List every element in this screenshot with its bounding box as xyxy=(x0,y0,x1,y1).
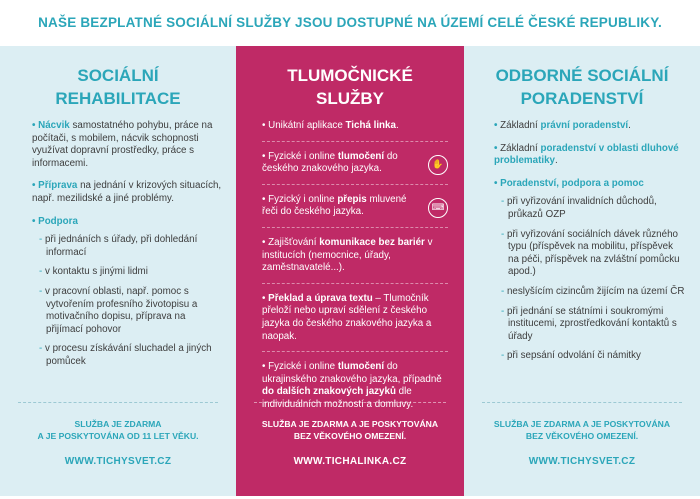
website-link[interactable]: WWW.TICHYSVET.CZ xyxy=(64,456,172,467)
sub-item: - při vyřizování invalidních důchodů, průkazů OZP xyxy=(501,196,657,220)
divider xyxy=(18,402,218,403)
page-title: NAŠE BEZPLATNÉ SOCIÁLNÍ SLUŽBY JSOU DOSTUPNÉ NA ÚZEMÍ CELÉ ČESKÉ REPUBLIKY. xyxy=(38,14,662,30)
sub-item: - při sepsání odvolání či námitky xyxy=(501,350,641,362)
list-item: • Překlad a úprava textu – Tlumočník přeloží nebo upraví sdělení z českého jazyka do českého znakového jazyka a naopak. xyxy=(262,293,448,352)
header-banner xyxy=(0,0,700,44)
service-list xyxy=(494,120,686,370)
column-social-rehabilitation xyxy=(0,46,236,496)
sub-item: - při jednáních s úřady, při dohledání informací xyxy=(39,234,198,258)
divider xyxy=(482,402,682,403)
service-note: SLUŽBA JE ZDARMA A JE POSKYTOVÁNA BEZ VĚKOVÉHO OMEZENÍ. xyxy=(493,419,671,441)
list-item: • Unikátní aplikace Tichá linka. xyxy=(262,120,448,142)
website-link[interactable]: WWW.TICHALINKA.CZ xyxy=(293,456,407,467)
list-item: • Poradenství, podpora a pomoc xyxy=(494,177,644,189)
column-title: TLUMOČNICKÉ SLUŽBY xyxy=(287,66,413,108)
service-list xyxy=(262,120,448,430)
list-item: • Základní právní poradenství. xyxy=(494,120,631,131)
service-note: SLUŽBA JE ZDARMA A JE POSKYTOVÁNA BEZ VĚKOVÉHO OMEZENÍ. xyxy=(261,419,439,441)
service-list xyxy=(32,120,222,376)
service-note: SLUŽBA JE ZDARMA A JE POSKYTOVÁNA OD 11 LET VĚKU. xyxy=(37,419,199,441)
list-item: • Příprava na jednání v krizových situacích, např. mezilidské a jiné problémy. xyxy=(32,180,222,204)
keyboard-icon: ⌨ xyxy=(428,198,448,218)
list-item: • Fyzický i online přepis mluvené řeči do českého jazyka. ⌨ xyxy=(262,194,448,228)
sub-item: - v procesu získávání sluchadel a jiných pomůcek xyxy=(39,343,212,367)
list-item: • Fyzické i online tlumočení do českého znakového jazyka. ✋ xyxy=(262,151,448,185)
column-title: ODBORNÉ SOCIÁLNÍ PORADENSTVÍ xyxy=(495,66,669,108)
list-item: • Základní poradenství v oblasti dluhové problematiky. xyxy=(494,142,679,167)
sub-item: - neslyšícím cizincům žijícím na území ČR xyxy=(501,285,685,297)
column-title: SOCIÁLNÍ REHABILITACE xyxy=(55,66,181,108)
list-item: • Fyzické i online tlumočení do ukrajinského znakového jazyka, případně do dalších znakových jazyků dle individuálních možností a domluvy. xyxy=(262,361,442,410)
sub-item: - v pracovní oblasti, např. pomoc s vytvořením profesního životopisu a motivačního dopisu, příprava na přijímací pohovor xyxy=(39,285,198,335)
sub-item: - při jednání se státními i soukromými institucemi, zprostředkování kontaktů s úřady xyxy=(501,305,677,342)
column-interpreting-services xyxy=(236,46,464,496)
list-item: • Podpora xyxy=(32,215,78,227)
sign-language-icon: ✋ xyxy=(428,155,448,175)
list-item: • Zajišťování komunikace bez bariér v institucích (nemocnice, úřady, zaměstnavatelé...). xyxy=(262,237,448,284)
sub-item: - v kontaktu s jinými lidmi xyxy=(39,266,148,278)
divider xyxy=(254,402,446,403)
column-social-counseling xyxy=(464,46,700,496)
website-link[interactable]: WWW.TICHYSVET.CZ xyxy=(528,456,636,467)
sub-item: - při vyřizování sociálních dávek různého typu (příspěvek na mobilitu, příspěvek na péči, příspěvek na zvláštní pomůcku apod.) xyxy=(501,228,680,278)
list-item: • Nácvik samostatného pohybu, práce na počítači, s mobilem, nácvik schopnosti využívat dopravní prostředky, práce s informacemi. xyxy=(32,120,213,169)
